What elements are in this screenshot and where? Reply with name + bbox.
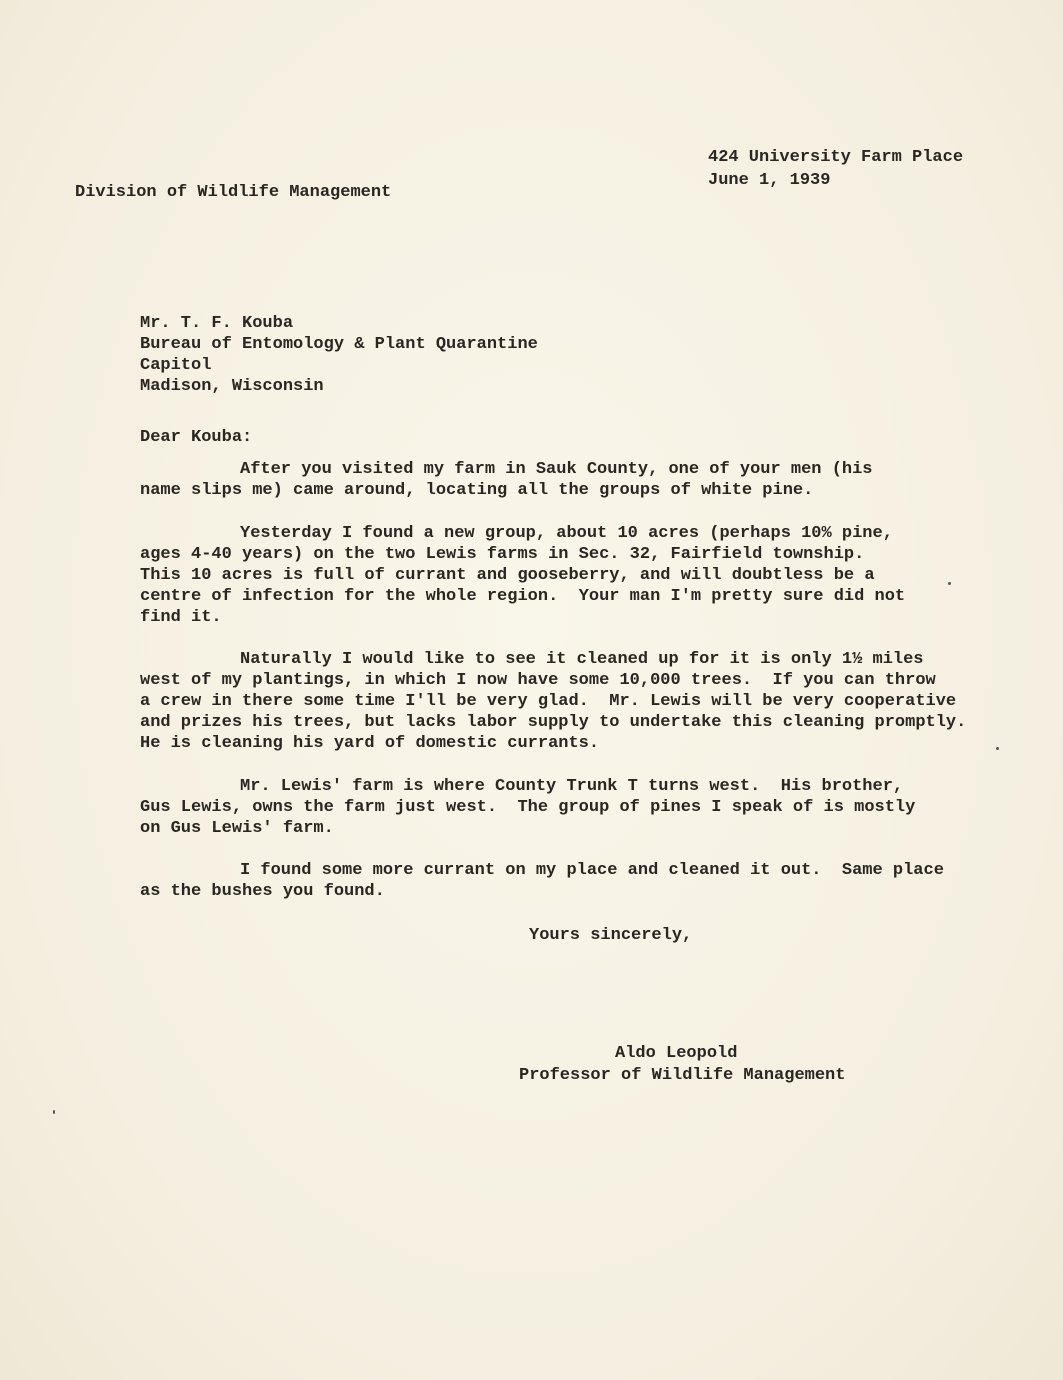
recipient-city: Madison, Wisconsin xyxy=(140,377,324,396)
paragraph-line: Yesterday I found a new group, about 10 acres (perhaps 10% pine, xyxy=(240,524,893,543)
paragraph-line: Mr. Lewis' farm is where County Trunk T turns west. His brother, xyxy=(240,777,904,796)
paragraph-line: name slips me) came around, locating all the groups of white pine. xyxy=(140,481,814,500)
paragraph-3 xyxy=(140,649,966,754)
paper-speck xyxy=(948,582,951,585)
paragraph-2 xyxy=(140,523,905,628)
paragraph-line: a crew in there some time I'll be very glad. Mr. Lewis will be very cooperative xyxy=(140,692,957,711)
paragraph-line: centre of infection for the whole region. Your man I'm pretty sure did not xyxy=(140,587,906,606)
closing: Yours sincerely, xyxy=(529,926,693,945)
paragraph-line: find it. xyxy=(140,608,222,627)
paragraph-line: This 10 acres is full of currant and gooseberry, and will doubtless be a xyxy=(140,566,875,585)
salutation: Dear Kouba: xyxy=(140,428,253,447)
paragraph-line: I found some more currant on my place and cleaned it out. Same place xyxy=(240,861,944,880)
letter-date: June 1, 1939 xyxy=(708,171,831,190)
sender-address: 424 University Farm Place xyxy=(708,148,964,167)
paragraph-line: and prizes his trees, but lacks labor supply to undertake this cleaning promptly. xyxy=(140,713,967,732)
recipient-block xyxy=(140,313,538,397)
signature-title: Professor of Wildlife Management xyxy=(519,1066,846,1085)
paragraph-line: as the bushes you found. xyxy=(140,882,385,901)
paragraph-line: on Gus Lewis' farm. xyxy=(140,819,334,838)
paragraph-line: After you visited my farm in Sauk County, one of your men (his xyxy=(240,460,873,479)
paragraph-4 xyxy=(140,776,915,839)
recipient-name: Mr. T. F. Kouba xyxy=(140,314,294,333)
paragraph-line: Gus Lewis, owns the farm just west. The group of pines I speak of is mostly xyxy=(140,798,916,817)
paper-speck xyxy=(996,747,999,750)
paper-speck xyxy=(53,1110,55,1114)
paragraph-1 xyxy=(140,459,873,501)
division-heading: Division of Wildlife Management xyxy=(75,183,392,202)
recipient-bureau: Bureau of Entomology & Plant Quarantine xyxy=(140,335,538,354)
recipient-building: Capitol xyxy=(140,356,212,375)
paragraph-line: west of my plantings, in which I now have some 10,000 trees. If you can throw xyxy=(140,671,936,690)
paragraph-line: He is cleaning his yard of domestic currants. xyxy=(140,734,600,753)
paragraph-5 xyxy=(140,860,944,902)
paragraph-line: Naturally I would like to see it cleaned up for it is only 1½ miles xyxy=(240,650,924,669)
signature-name: Aldo Leopold xyxy=(615,1044,738,1063)
paragraph-line: ages 4-40 years) on the two Lewis farms in Sec. 32, Fairfield township. xyxy=(140,545,865,564)
